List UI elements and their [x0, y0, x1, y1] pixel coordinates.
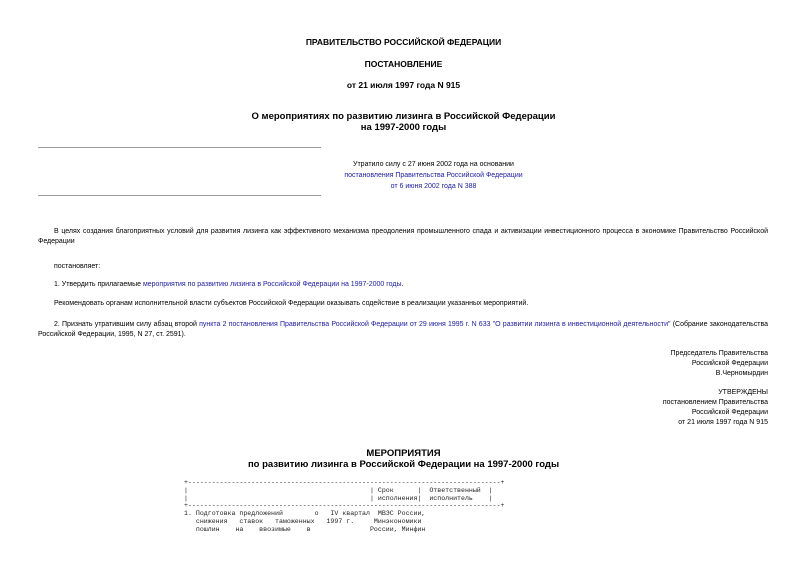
item-1-paragraph — [54, 280, 403, 290]
government-heading: ПРАВИТЕЛЬСТВО РОССИЙСКОЙ ФЕДЕРАЦИИ — [305, 37, 502, 47]
signature-line3: В.Черномырдин — [715, 370, 768, 377]
document-title-line1: О мероприятиях по развитию лизинга в Российской Федерации — [251, 111, 556, 122]
approval-block — [663, 388, 768, 428]
invalidation-note — [30, 159, 807, 192]
invalidation-link-line1[interactable]: постановления Правительства Российской Федерации — [344, 172, 523, 179]
item-1-prefix: 1. Утвердить прилагаемые — [54, 281, 143, 288]
signature-line1: Председатель Правительства — [670, 350, 768, 357]
document-type: ПОСТАНОВЛЕНИЕ — [364, 59, 443, 69]
preamble-paragraph: В целях создания благоприятных условий для развития лизинга как эффективного механизма преодоления промышленного спада и активизации инвестиционного процесса в экономике Правительство Российской Федерации — [38, 228, 768, 245]
item-2-suffix: (Собрание законодательства Российской Федерации, 1995, N 27, ст. 2591). — [38, 321, 768, 338]
resolution-633-link[interactable]: пункта 2 постановления Правительства Российской Федерации от 29 июня 1995 г. N 633 — [199, 321, 491, 328]
decides-text: постановляет: — [54, 263, 101, 270]
annex-title: МЕРОПРИЯТИЯ — [366, 448, 441, 459]
approval-line2: постановлением Правительства — [662, 399, 768, 406]
measures-link[interactable]: мероприятия по развитию лизинга в Российской Федерации на 1997-2000 годы — [142, 281, 402, 288]
approval-line3: Российской Федерации — [691, 409, 768, 416]
invalidation-text: Утратило силу с 27 июня 2002 года на основании — [353, 161, 514, 168]
signature-line2: Российской Федерации — [691, 360, 768, 367]
document-title — [0, 111, 807, 133]
document-date-number: от 21 июля 1997 года N 915 — [346, 80, 461, 90]
item-2-prefix: 2. Признать утратившим силу абзац второй — [54, 321, 200, 328]
annex-subtitle: по развитию лизинга в Российской Федерации на 1997-2000 годы — [247, 459, 560, 470]
divider-top — [38, 147, 321, 148]
signature-block — [671, 349, 768, 379]
annex-heading — [0, 448, 807, 470]
document-title-line2: на 1997-2000 годы — [360, 122, 447, 133]
leasing-resolution-title-link[interactable]: "О развитии лизинга в инвестиционной деятельности" — [492, 321, 671, 328]
measures-table: +-------------------------------------------------------------------------------+ | | Срок | Ответственный | | | исполнения| исполнитель | +-------------------------------------------------------------------------------+ 1. Подготовка предложений о IV квартал МВЭС России, снижения ставок таможенных 1997 г. Минэкономики пошлин на ввозимые в России, Минфин — [184, 479, 505, 533]
item-1-suffix: . — [401, 281, 404, 288]
approval-line1: УТВЕРЖДЕНЫ — [718, 389, 768, 396]
approval-line4: от 21 июля 1997 года N 915 — [678, 419, 768, 426]
invalidation-link-line2[interactable]: от 6 июня 2002 года N 388 — [390, 183, 477, 190]
item-2-paragraph — [38, 320, 768, 340]
recommend-paragraph: Рекомендовать органам исполнительной власти субъектов Российской Федерации оказывать содействие в реализации указанных мероприятий. — [54, 300, 529, 307]
divider-bottom — [38, 195, 321, 196]
